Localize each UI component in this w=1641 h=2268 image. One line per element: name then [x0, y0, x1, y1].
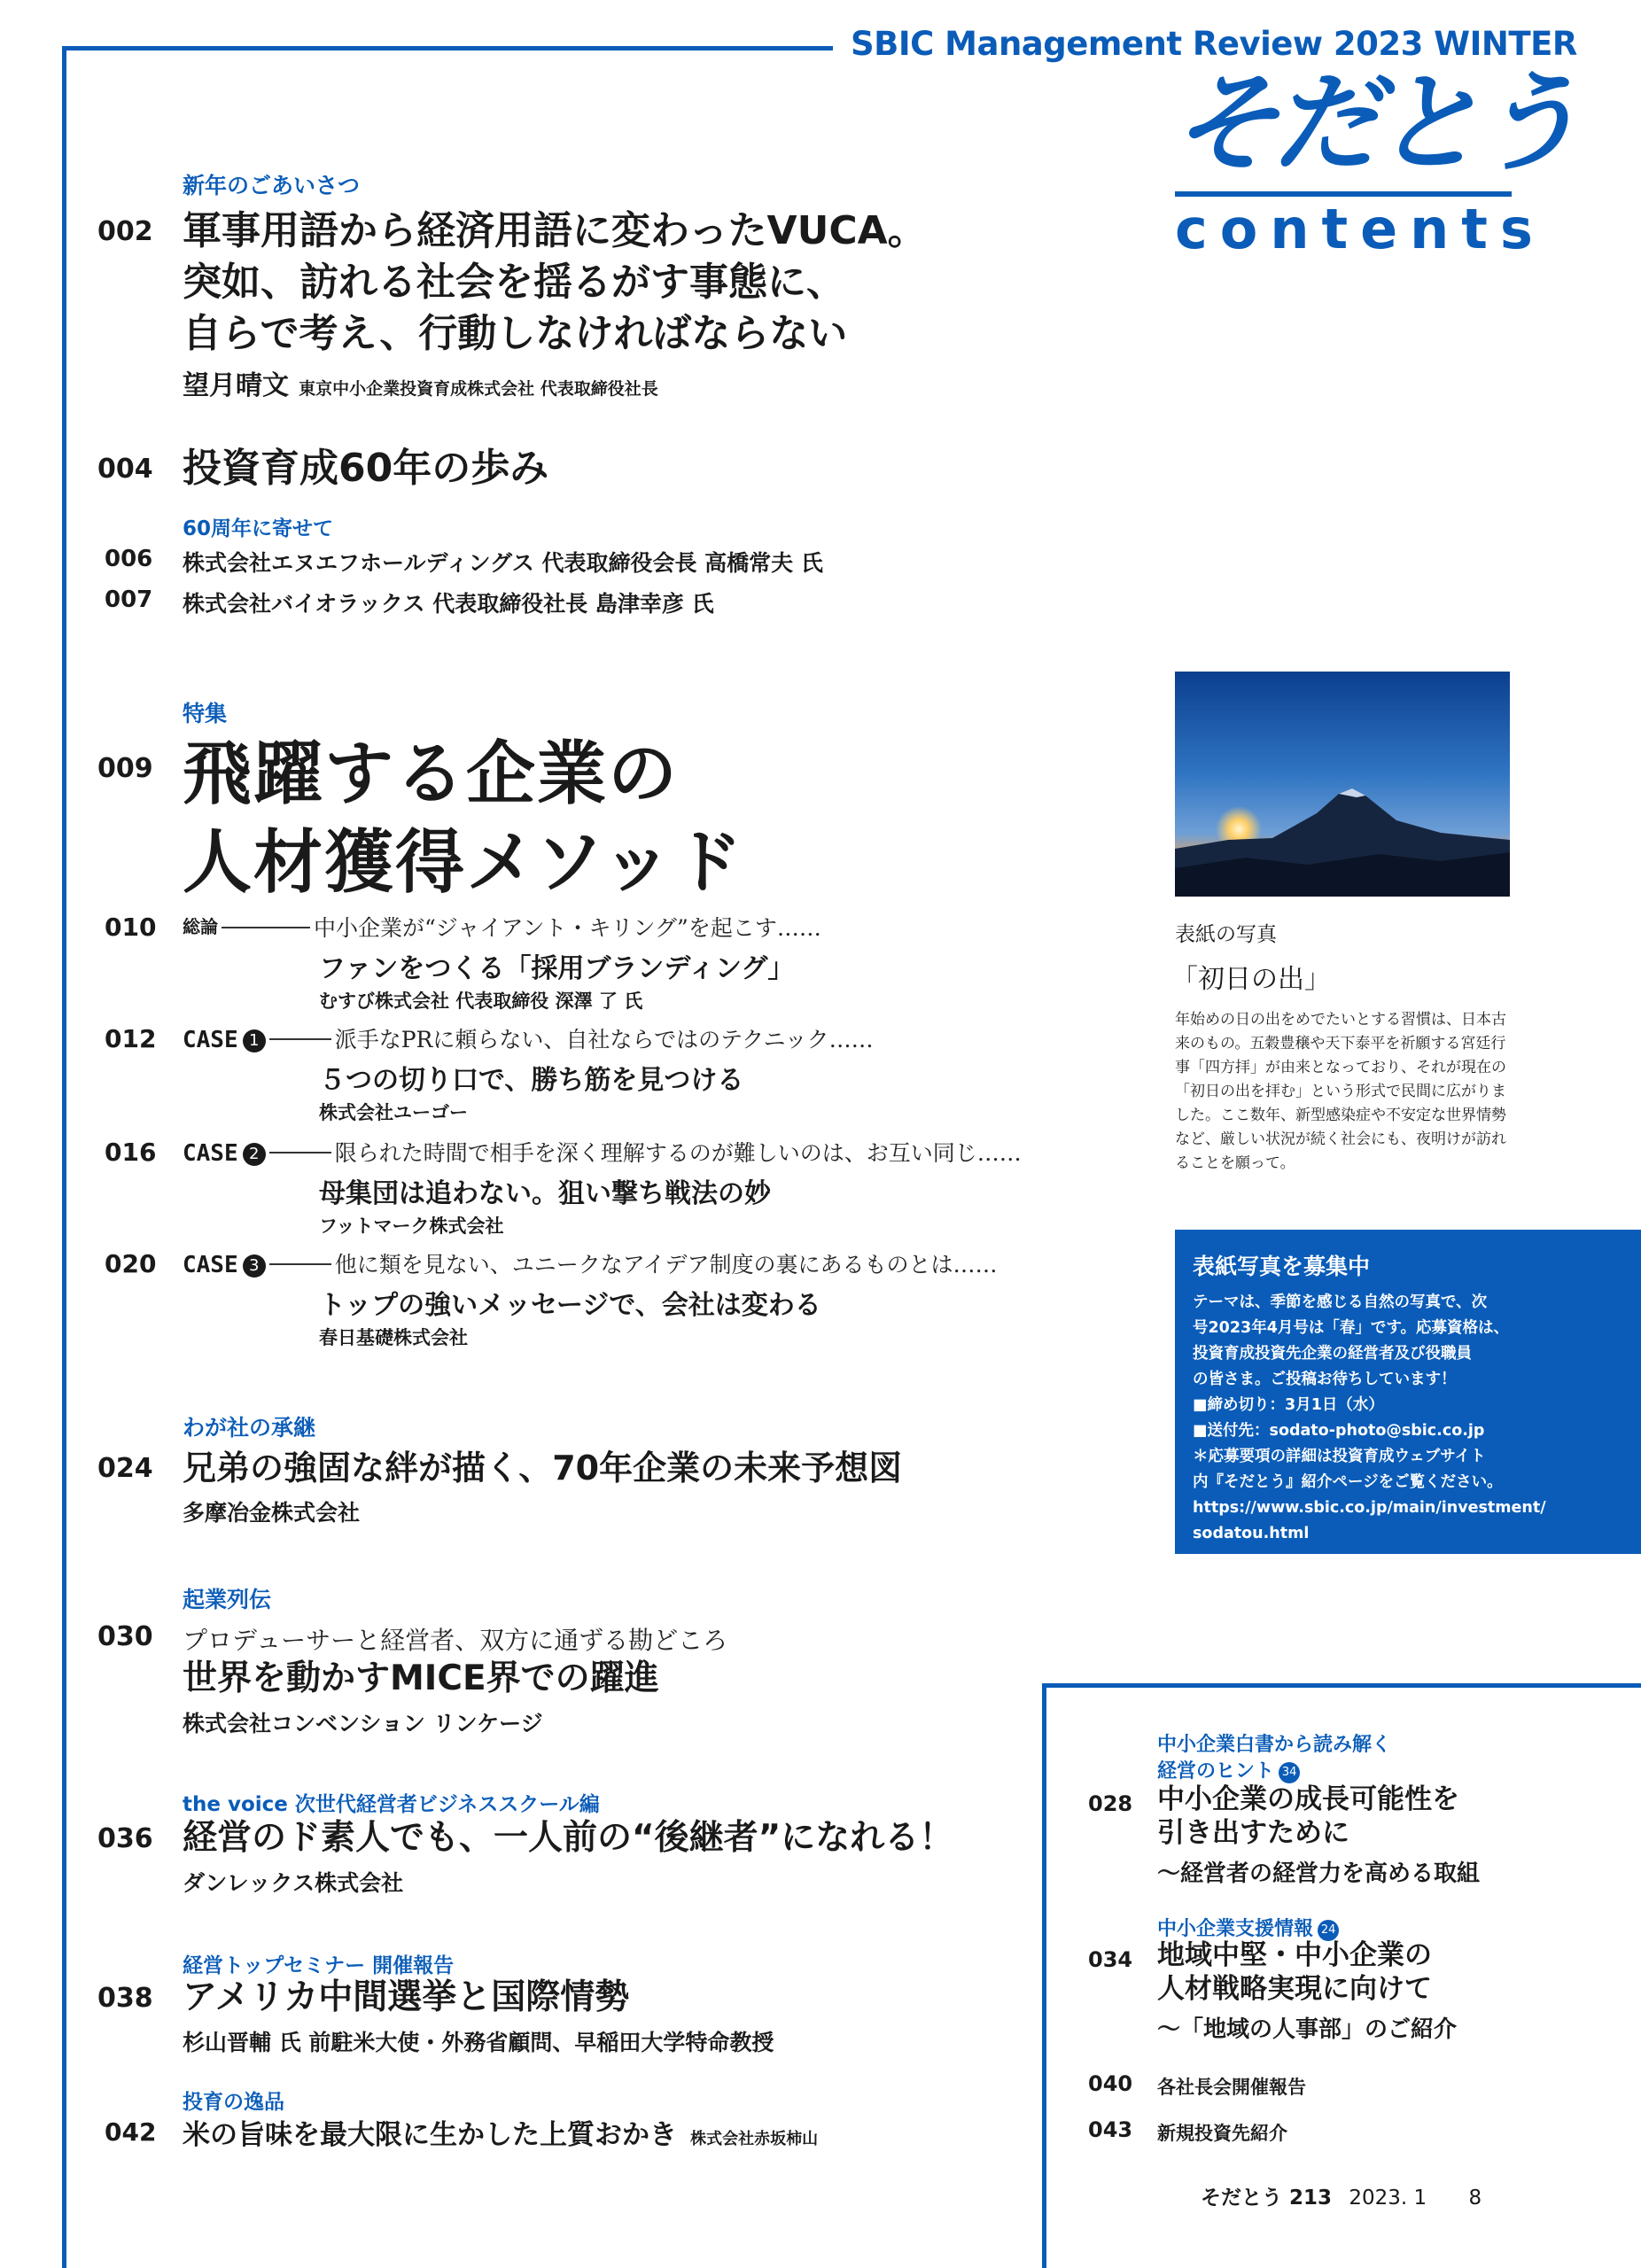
voice-company: ダンレックス株式会社: [183, 1870, 404, 1896]
whitepaper-category: 中小企業白書から読み解く: [1157, 1734, 1392, 1756]
case-title[interactable]: トップの強いメッセージで、会社は変わる: [319, 1290, 821, 1321]
history-page[interactable]: 004: [97, 454, 153, 485]
whitepaper-subtitle: ～経営者の経営力を高める取組: [1157, 1860, 1481, 1887]
case-lead: 限られた時間で相手を深く理解するのが難しいのは、お互い同じ……: [334, 1140, 1022, 1166]
voice-title[interactable]: 経営のド素人でも、一人前の“後継者”になれる！: [183, 1818, 954, 1858]
feature-title-line: 飛躍する企業の: [183, 734, 680, 814]
case-page[interactable]: 012: [105, 1024, 157, 1053]
recruit-deadline: ■締め切り：3月1日（水）: [1193, 1396, 1384, 1414]
feature-title[interactable]: [183, 730, 744, 907]
top-rule: [62, 46, 833, 50]
gem-category: 投育の逸品: [183, 2091, 284, 2114]
support-issue-badge: 24: [1318, 1920, 1339, 1941]
greeting-category: 新年のごあいさつ: [183, 173, 361, 198]
greeting-title-line: 軍事用語から経済用語に変わったVUCA。: [183, 208, 927, 253]
greeting-title[interactable]: [183, 206, 927, 360]
overview-title[interactable]: ファンをつくる「採用ブランディング」: [319, 953, 795, 984]
case-company: 春日基礎株式会社: [319, 1327, 468, 1348]
recruit-email[interactable]: ■送付先：sodato-photo@sbic.co.jp: [1193, 1422, 1485, 1440]
history-item-text[interactable]: 株式会社エヌエフホールディングス 代表取締役会長 高橋常夫 氏: [183, 550, 823, 576]
whitepaper-title-line: 中小企業の成長可能性を: [1157, 1783, 1459, 1815]
succession-company: 多摩冶金株式会社: [183, 1500, 361, 1526]
magazine-logo: そだとう: [1171, 60, 1575, 186]
gem-row[interactable]: [183, 2112, 818, 2152]
footer-date: 2023. 1: [1349, 2186, 1427, 2210]
whitepaper-category: 経営のヒント: [1157, 1760, 1275, 1783]
greeting-title-line: 自らで考え、行動しなければならない: [183, 311, 848, 356]
case-page[interactable]: 016: [105, 1138, 157, 1167]
whitepaper-issue-badge: 34: [1279, 1762, 1300, 1783]
support-title[interactable]: [1157, 1938, 1432, 2006]
seminar-speaker: 杉山晋輔 氏 前駐米大使・外務省顧問、早稲田大学特命教授: [183, 2030, 774, 2055]
misc-text[interactable]: 新規投資先紹介: [1157, 2123, 1287, 2144]
recruit-line: の皆さま。ご投稿お待ちしています！: [1193, 1371, 1457, 1388]
gem-page[interactable]: 042: [105, 2117, 157, 2147]
greeting-page[interactable]: 002: [97, 216, 153, 247]
founders-category: 起業列伝: [183, 1587, 272, 1612]
case-company: 株式会社ユーゴー: [319, 1102, 468, 1123]
misc-page[interactable]: 043: [1088, 2117, 1133, 2142]
magazine-title: SBIC Management Review 2023 WINTER: [851, 25, 1577, 63]
founders-title[interactable]: 世界を動かすMICE界での躍進: [183, 1658, 659, 1698]
right-box-top-rule: [1042, 1683, 1641, 1688]
whitepaper-title-line: 引き出すために: [1157, 1817, 1349, 1849]
seminar-title[interactable]: アメリカ中間選挙と国際情勢: [183, 1977, 630, 2017]
gem-title: 米の旨味を最大限に生かした上質おかき: [183, 2119, 677, 2151]
case-company: フットマーク株式会社: [319, 1216, 504, 1237]
greeting-author: 望月晴文: [183, 370, 289, 401]
left-rule: [62, 46, 66, 2268]
whitepaper-title[interactable]: [1157, 1783, 1459, 1850]
page-footer: [1201, 2181, 1482, 2210]
succession-page[interactable]: 024: [97, 1453, 153, 1484]
sunrise-mountain-image: [1175, 672, 1510, 897]
support-title-line: 地域中堅・中小企業の: [1157, 1939, 1432, 1971]
history-item-page[interactable]: 007: [105, 586, 153, 613]
succession-category: わが社の承継: [183, 1415, 316, 1441]
lead-dash: [269, 1038, 331, 1040]
greeting-author-row: [183, 363, 658, 402]
history-title[interactable]: 投資育成60年の歩み: [183, 446, 549, 491]
support-category-row: [1157, 1914, 1339, 1941]
case-title[interactable]: 母集団は追わない。狙い撃ち戦法の妙: [319, 1178, 771, 1209]
case-lead: 他に類を見ない、ユニークなアイデア制度の裏にあるものとは……: [334, 1252, 998, 1278]
recruit-line: テーマは、季節を感じる自然の写真で、次: [1193, 1293, 1488, 1311]
voice-page[interactable]: 036: [97, 1823, 153, 1854]
case-page[interactable]: 020: [105, 1249, 157, 1278]
footer-page-number: 8: [1468, 2186, 1482, 2210]
misc-text[interactable]: 各社長会開催報告: [1157, 2077, 1306, 2098]
seminar-page[interactable]: 038: [97, 1983, 153, 2014]
overview-lead: 中小企業が“ジャイアント・キリング”を起こす……: [314, 915, 821, 941]
feature-category: 特集: [183, 701, 228, 726]
overview-label: 総論: [183, 916, 218, 937]
case-lead-row: [183, 1022, 874, 1054]
support-subtitle: ～「地域の人事部」のご紹介: [1157, 2016, 1458, 2043]
lead-dash: [222, 927, 310, 928]
recruit-line: 号2023年4月号は「春」です。応募資格は、: [1193, 1319, 1509, 1337]
cover-photo: [1175, 672, 1510, 897]
succession-title[interactable]: 兄弟の強固な絆が描く、70年企業の未来予想図: [183, 1449, 903, 1487]
footer-issue: そだとう 213: [1201, 2186, 1333, 2210]
case-label: CASE: [183, 1252, 238, 1278]
cover-label: 表紙の写真: [1175, 923, 1277, 946]
lead-dash: [269, 1152, 331, 1153]
case-label: CASE: [183, 1140, 238, 1167]
founders-page[interactable]: 030: [97, 1621, 153, 1652]
support-category: 中小企業支援情報: [1157, 1918, 1314, 1940]
photo-recruit-box: [1175, 1230, 1641, 1554]
feature-title-line: 人材獲得メソッド: [183, 823, 744, 903]
recruit-line: ＊応募要項の詳細は投資育成ウェブサイト: [1193, 1448, 1486, 1465]
case-lead: 派手なPRに頼らない、自社ならではのテクニック……: [334, 1027, 874, 1052]
cover-description: 年始めの日の出をめでたいとする習慣は、日本古来のもの。五穀豊穣や天下泰平を祈願する宮廷行事「四方拝」が由来となっており、それが現在の「初日の出を拝む」という形式で民間に広がりました。ここ数年、新型感染症や不安定な世界情勢など、厳しい状況が続く社会にも、夜明けが訪れることを願って。: [1175, 1011, 1506, 1172]
right-box-left-rule: [1042, 1683, 1046, 2268]
greeting-author-role: 東京中小企業投資育成株式会社 代表取締役社長: [299, 379, 658, 399]
whitepaper-category-row: [1157, 1756, 1300, 1783]
case-label: CASE: [183, 1027, 238, 1053]
misc-page[interactable]: 040: [1088, 2071, 1133, 2096]
recruit-url-cont[interactable]: sodatou.html: [1193, 1525, 1310, 1542]
case-number-badge: 1: [243, 1029, 266, 1052]
overview-company: むすび株式会社 代表取締役 深澤 了 氏: [319, 990, 643, 1012]
support-page[interactable]: 034: [1088, 1947, 1133, 1972]
founders-lead: プロデューサーと経営者、双方に通ずる勘どころ: [183, 1626, 728, 1655]
greeting-title-line: 突如、訪れる社会を揺るがす事態に、: [183, 260, 845, 305]
gem-company: 株式会社赤坂柿山: [690, 2130, 819, 2148]
history-item-page[interactable]: 006: [105, 546, 153, 572]
case-title[interactable]: ５つの切り口で、勝ち筋を見つける: [319, 1065, 744, 1096]
history-category: 60周年に寄せて: [183, 517, 334, 540]
case-lead-row: [183, 1136, 1022, 1168]
case-number-badge: 3: [243, 1254, 266, 1278]
feature-page[interactable]: 009: [97, 753, 153, 784]
founders-company: 株式会社コンベンション リンケージ: [183, 1711, 543, 1736]
seminar-category: 経営トップセミナー 開催報告: [183, 1954, 455, 1977]
recruit-title: 表紙写真を募集中: [1193, 1254, 1371, 1279]
recruit-line: 投資育成投資先企業の経営者及び役職員: [1193, 1345, 1472, 1363]
overview-page[interactable]: 010: [105, 913, 157, 942]
history-item-text[interactable]: 株式会社バイオラックス 代表取締役社長 島津幸彦 氏: [183, 591, 714, 617]
contents-heading: contents: [1175, 197, 1545, 261]
lead-dash: [269, 1263, 331, 1265]
voice-category: the voice 次世代経営者ビジネススクール編: [183, 1793, 600, 1816]
support-title-line: 人材戦略実現に向けて: [1157, 1973, 1432, 2005]
whitepaper-page[interactable]: 028: [1088, 1791, 1133, 1816]
recruit-line: 内『そだとう』紹介ページをご覧ください。: [1193, 1473, 1503, 1491]
recruit-url[interactable]: https://www.sbic.co.jp/main/investment/: [1193, 1499, 1546, 1517]
cover-title: 「初日の出」: [1171, 964, 1331, 995]
case-lead-row: [183, 1247, 997, 1279]
case-number-badge: 2: [243, 1143, 266, 1166]
overview-lead-row: [183, 911, 821, 943]
